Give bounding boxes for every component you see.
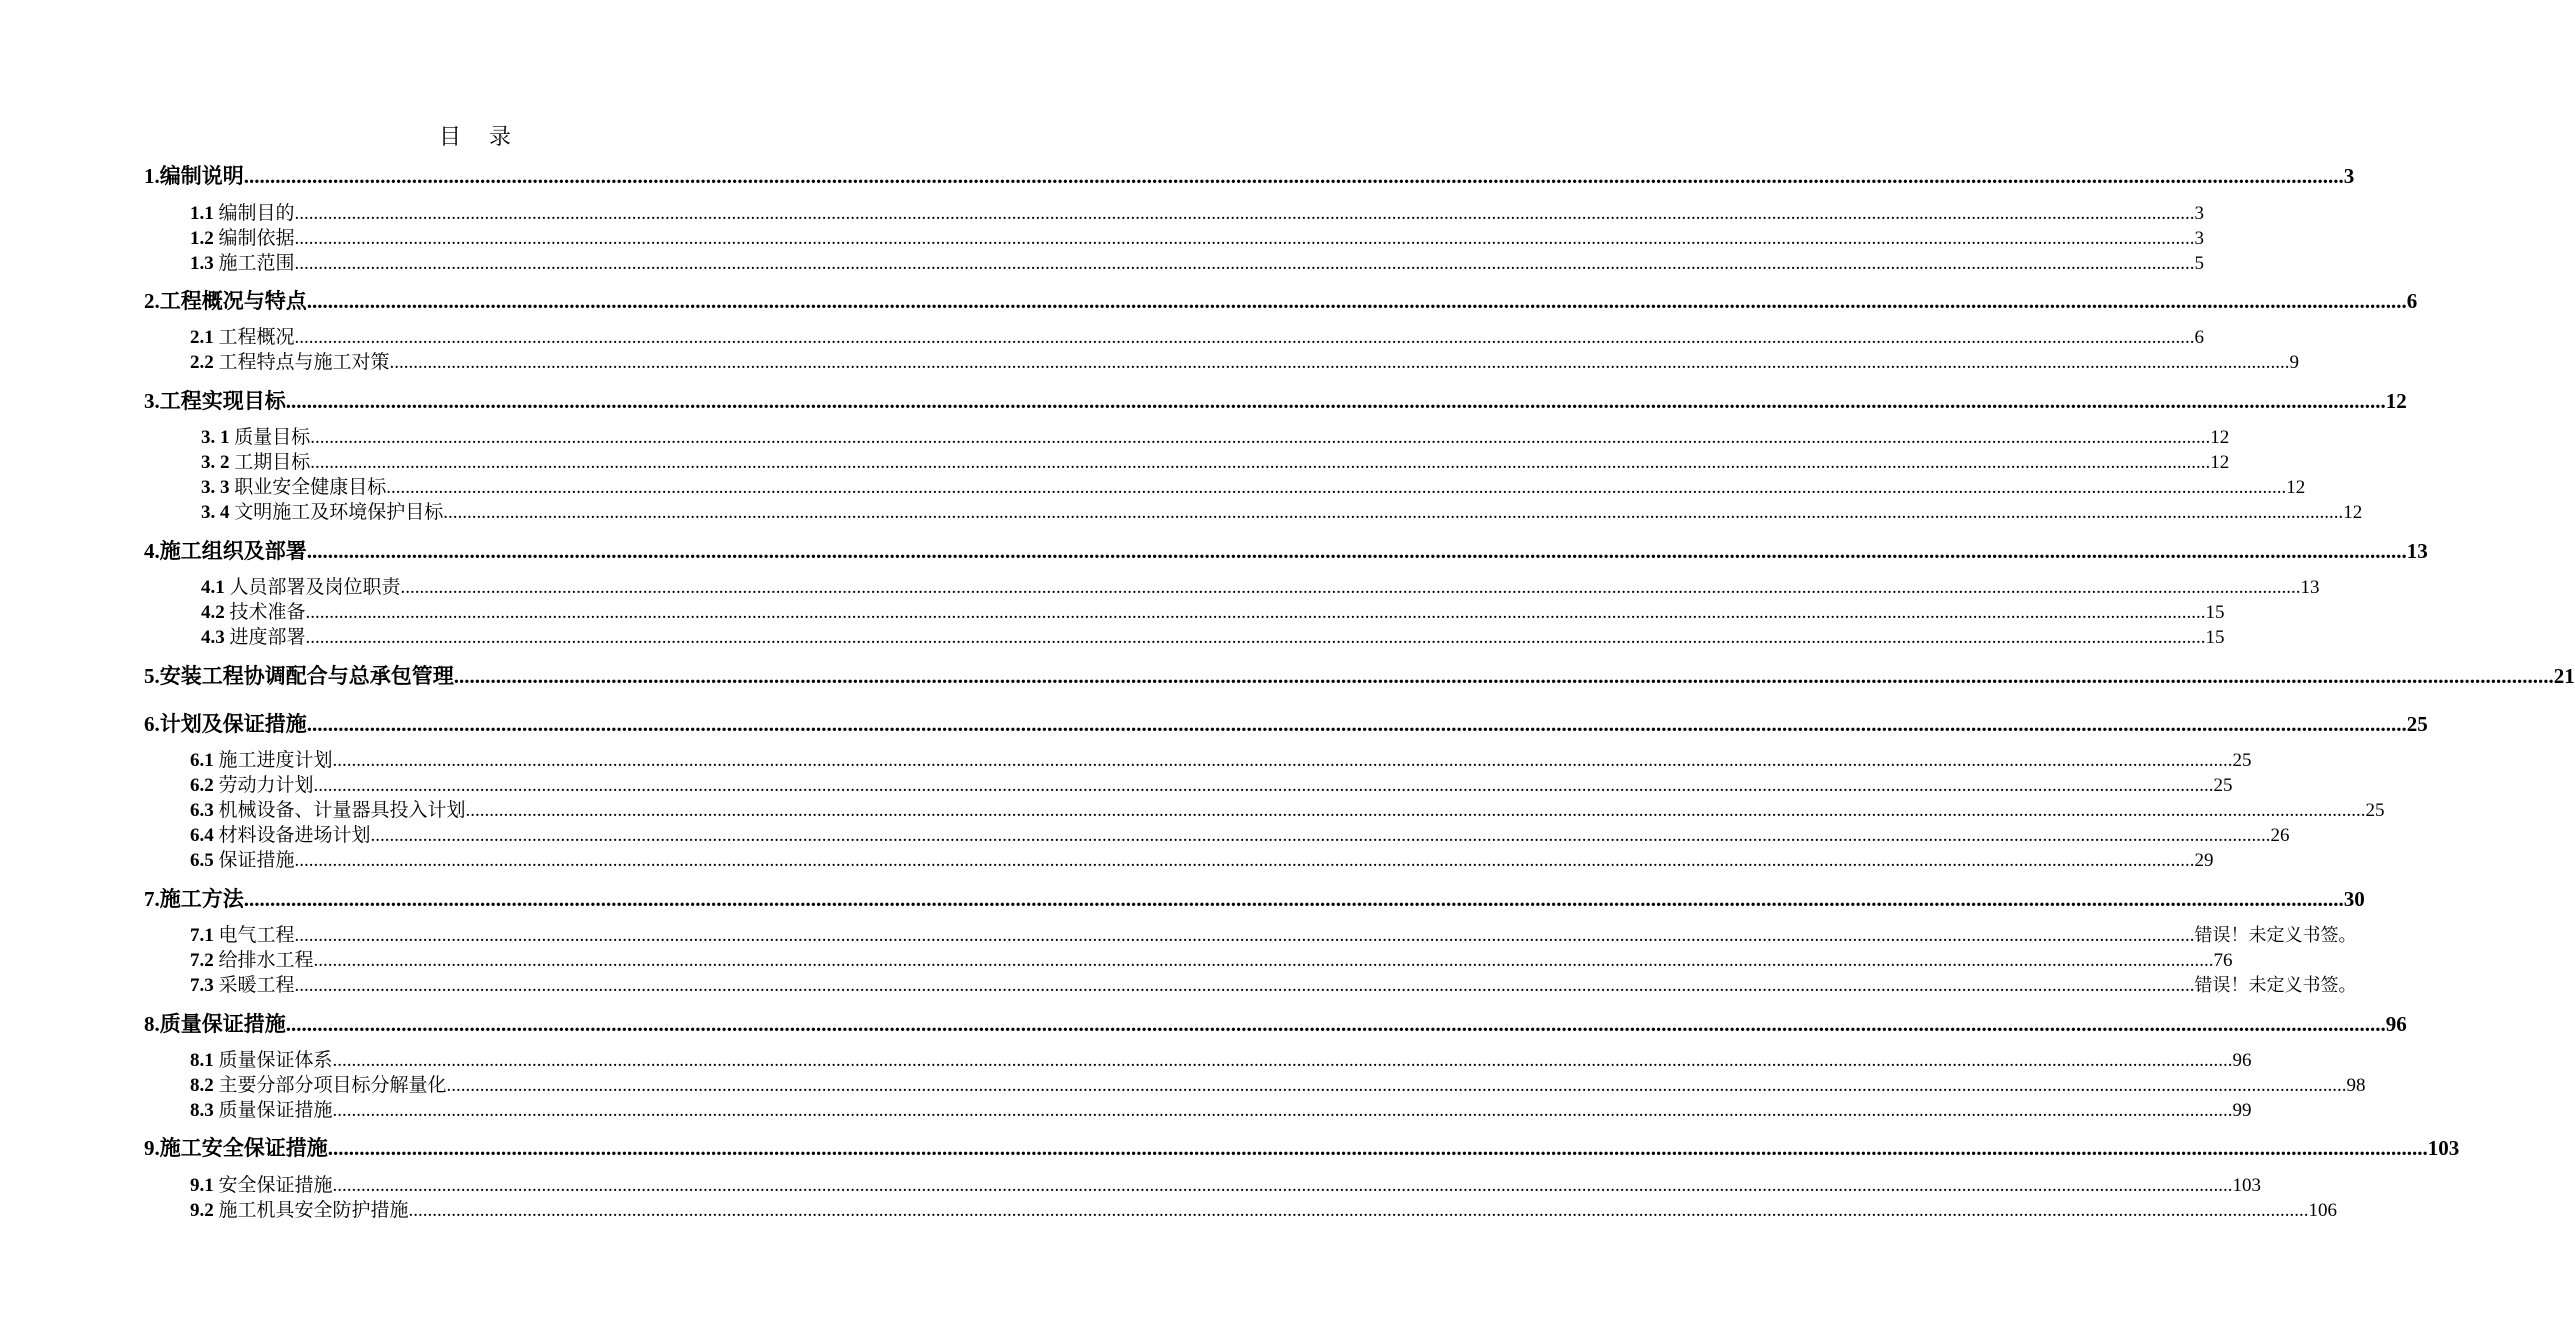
toc-leader-dots: ................................................................................................................................................................................................................................................................................................................................................................................................................ <box>294 228 2195 249</box>
toc-text: 技术准备 <box>229 602 306 623</box>
toc-leader-dots: ................................................................................................................................................................................................................................................................................................................................................................................................................ <box>306 289 2407 313</box>
toc-label <box>190 198 295 225</box>
toc-text: 工期目标 <box>234 452 311 473</box>
toc-leader-dots: ................................................................................................................................................................................................................................................................................................................................................................................................................ <box>243 164 2344 188</box>
toc-text: 工程概况 <box>218 327 295 348</box>
toc-number: 7.2 <box>190 950 219 971</box>
toc-text: 施工范围 <box>218 253 295 274</box>
toc-section[interactable] <box>190 745 2252 772</box>
toc-page-number: 96 <box>2385 1012 2407 1036</box>
toc-number: 2.2 <box>190 352 219 373</box>
toc-label <box>190 845 295 872</box>
toc-chapter[interactable] <box>144 160 2355 190</box>
toc-section[interactable] <box>190 845 2214 872</box>
toc-section[interactable] <box>190 1170 2262 1197</box>
toc-label <box>190 770 314 797</box>
toc-section[interactable] <box>201 422 2230 449</box>
toc-label <box>201 597 306 624</box>
toc-chapter[interactable] <box>144 883 2365 913</box>
toc-chapter[interactable] <box>144 285 2418 315</box>
toc-page-number: 96 <box>2232 1050 2252 1071</box>
toc-number: 2. <box>144 289 160 313</box>
toc-leader-dots: ................................................................................................................................................................................................................................................................................................................................................................................................................ <box>305 602 2206 623</box>
toc-section[interactable] <box>201 622 2225 649</box>
toc-text: 施工进度计划 <box>218 750 333 771</box>
toc-chapter[interactable] <box>144 385 2407 415</box>
toc-leader-dots: ................................................................................................................................................................................................................................................................................................................................................................................................................ <box>310 427 2211 448</box>
toc-label <box>190 820 371 847</box>
toc-leader-dots: ................................................................................................................................................................................................................................................................................................................................................................................................................ <box>294 975 2195 996</box>
toc-page-number: 106 <box>2308 1200 2338 1221</box>
toc-number: 9. <box>144 1136 160 1160</box>
toc-number: 2.1 <box>190 327 219 348</box>
toc-text: 主要分部分项目标分解量化 <box>218 1075 447 1096</box>
toc-leader-dots: ................................................................................................................................................................................................................................................................................................................................................................................................................ <box>310 452 2211 473</box>
toc-label <box>190 347 390 374</box>
toc-leader-dots: ................................................................................................................................................................................................................................................................................................................................................................................................................ <box>332 750 2233 771</box>
toc-section[interactable] <box>201 572 2320 599</box>
toc-label <box>144 535 307 565</box>
toc-leader-dots: ................................................................................................................................................................................................................................................................................................................................................................................................................ <box>243 887 2344 911</box>
toc-label <box>201 572 401 599</box>
toc-leader-dots: ................................................................................................................................................................................................................................................................................................................................................................................................................ <box>294 327 2195 348</box>
toc-leader-dots: ................................................................................................................................................................................................................................................................................................................................................................................................................ <box>408 1200 2309 1221</box>
toc-chapter[interactable] <box>144 1008 2407 1038</box>
toc-text: 编制说明 <box>159 164 244 188</box>
toc-leader-dots: ................................................................................................................................................................................................................................................................................................................................................................................................................ <box>332 1175 2233 1196</box>
toc-section[interactable] <box>190 1095 2252 1122</box>
toc-page-number: 3 <box>2194 203 2205 224</box>
toc-label <box>144 883 244 913</box>
toc-leader-dots: ................................................................................................................................................................................................................................................................................................................................................................................................................ <box>332 1100 2233 1121</box>
toc-page-number: 6 <box>2406 289 2418 313</box>
toc-label <box>201 472 386 499</box>
toc-number: 8.1 <box>190 1050 219 1071</box>
toc-number: 3. 4 <box>201 502 235 523</box>
toc-page-number: 76 <box>2213 950 2233 971</box>
toc-text: 给排水工程 <box>218 950 314 971</box>
toc-leader-dots: ................................................................................................................................................................................................................................................................................................................................................................................................................ <box>285 1012 2386 1036</box>
toc-text: 职业安全健康目标 <box>234 477 387 498</box>
toc-number: 6.4 <box>190 825 219 846</box>
toc-label <box>190 223 295 250</box>
toc-label <box>144 708 307 738</box>
toc-text: 材料设备进场计划 <box>218 825 371 846</box>
toc-label <box>190 1070 447 1097</box>
toc-number: 5. <box>144 664 160 688</box>
toc-label <box>190 945 314 972</box>
toc-page-number: 26 <box>2270 825 2290 846</box>
toc-page-number: 9 <box>2289 352 2300 373</box>
toc-chapter[interactable] <box>144 535 2428 565</box>
toc-number: 7.1 <box>190 925 219 946</box>
toc-section[interactable] <box>190 1195 2338 1222</box>
toc-leader-dots: ................................................................................................................................................................................................................................................................................................................................................................................................................ <box>313 775 2214 796</box>
toc-number: 3. 3 <box>201 477 235 498</box>
toc-number: 3. <box>144 389 160 413</box>
toc-page-number: 103 <box>2232 1175 2262 1196</box>
toc-label <box>201 622 306 649</box>
toc-number: 6.5 <box>190 850 219 871</box>
toc-chapter[interactable] <box>144 708 2428 738</box>
toc-page-number: 25 <box>2232 750 2252 771</box>
toc-text: 保证措施 <box>218 850 295 871</box>
toc-text: 编制依据 <box>218 228 295 249</box>
toc-label <box>144 660 454 690</box>
toc-page-number: 25 <box>2406 712 2428 736</box>
toc-text: 工程特点与施工对策 <box>218 352 390 373</box>
toc-number: 6.2 <box>190 775 219 796</box>
toc-label <box>190 1195 409 1222</box>
toc-section[interactable] <box>190 347 2300 374</box>
toc-page-number: 3 <box>2194 228 2205 249</box>
toc-page-number: 25 <box>2365 800 2385 821</box>
toc-number: 4.1 <box>201 577 230 598</box>
toc-section[interactable] <box>190 920 2357 947</box>
toc-number: 7. <box>144 887 160 911</box>
toc-leader-dots: ................................................................................................................................................................................................................................................................................................................................................................................................................ <box>370 825 2271 846</box>
toc-page-number: 25 <box>2213 775 2233 796</box>
toc-text: 人员部署及岗位职责 <box>229 577 401 598</box>
toc-label <box>190 745 333 772</box>
toc-text: 工程实现目标 <box>159 389 286 413</box>
toc-text: 劳动力计划 <box>218 775 314 796</box>
toc-text: 电气工程 <box>218 925 295 946</box>
toc-label <box>144 1008 286 1038</box>
toc-leader-dots: ................................................................................................................................................................................................................................................................................................................................................................................................................ <box>386 477 2287 498</box>
toc-text: 工程概况与特点 <box>159 289 307 313</box>
toc-section[interactable] <box>190 820 2290 847</box>
toc-label <box>190 248 295 275</box>
toc-section[interactable] <box>190 945 2233 972</box>
toc-text: 施工组织及部署 <box>159 539 307 563</box>
toc-number: 6. <box>144 712 160 736</box>
toc-text: 安装工程协调配合与总承包管理 <box>159 664 454 688</box>
toc-label <box>190 795 466 822</box>
toc-leader-dots: ................................................................................................................................................................................................................................................................................................................................................................................................................ <box>389 352 2290 373</box>
toc-label <box>190 970 295 997</box>
toc-label <box>190 1095 333 1122</box>
toc-leader-dots: ................................................................................................................................................................................................................................................................................................................................................................................................................ <box>327 1136 2428 1160</box>
toc-page-number: 98 <box>2346 1075 2366 1096</box>
toc-page-number: 13 <box>2300 577 2320 598</box>
toc-text: 计划及保证措施 <box>159 712 307 736</box>
toc-number: 4.2 <box>201 602 230 623</box>
toc-leader-dots: ................................................................................................................................................................................................................................................................................................................................................................................................................ <box>294 253 2195 274</box>
toc-page-number: 13 <box>2406 539 2428 563</box>
toc-text: 质量保证体系 <box>218 1050 333 1071</box>
toc-page-number: 12 <box>2343 502 2363 523</box>
toc-label <box>144 285 307 315</box>
toc-number: 3. 1 <box>201 427 235 448</box>
toc-number: 1.3 <box>190 253 219 274</box>
toc-text: 文明施工及环境保护目标 <box>234 502 444 523</box>
toc-number: 9.2 <box>190 1200 219 1221</box>
toc-page-number: 5 <box>2194 253 2205 274</box>
toc-number: 6.3 <box>190 800 219 821</box>
toc-leader-dots: ................................................................................................................................................................................................................................................................................................................................................................................................................ <box>306 539 2407 563</box>
toc-leader-dots: ................................................................................................................................................................................................................................................................................................................................................................................................................ <box>400 577 2301 598</box>
toc-leader-dots: ................................................................................................................................................................................................................................................................................................................................................................................................................ <box>305 627 2206 648</box>
toc-text: 施工机具安全防护措施 <box>218 1200 409 1221</box>
toc-text: 质量目标 <box>234 427 311 448</box>
toc-page-number: 错误！未定义书签。 <box>2194 975 2357 996</box>
toc-page-number: 99 <box>2232 1100 2252 1121</box>
toc-text: 施工方法 <box>159 887 244 911</box>
toc-label <box>190 920 295 947</box>
toc-section[interactable] <box>190 770 2233 797</box>
toc-page-number: 6 <box>2194 327 2205 348</box>
toc-leader-dots: ................................................................................................................................................................................................................................................................................................................................................................................................................ <box>332 1050 2233 1071</box>
toc-number: 4. <box>144 539 160 563</box>
toc-leader-dots: ................................................................................................................................................................................................................................................................................................................................................................................................................ <box>294 203 2195 224</box>
toc-label <box>201 447 310 474</box>
toc-leader-dots: ................................................................................................................................................................................................................................................................................................................................................................................................................ <box>313 950 2214 971</box>
toc-number: 8.3 <box>190 1100 219 1121</box>
toc-section[interactable] <box>190 795 2385 822</box>
toc-text: 质量保证措施 <box>159 1012 286 1036</box>
toc-leader-dots: ................................................................................................................................................................................................................................................................................................................................................................................................................ <box>294 850 2195 871</box>
toc-number: 8.2 <box>190 1075 219 1096</box>
toc-number: 9.1 <box>190 1175 219 1196</box>
toc-number: 3. 2 <box>201 452 235 473</box>
toc-section[interactable] <box>201 472 2306 499</box>
toc-text: 采暖工程 <box>218 975 295 996</box>
toc-text: 施工安全保证措施 <box>159 1136 328 1160</box>
toc-page-number: 21 <box>2553 664 2575 688</box>
toc-text: 机械设备、计量器具投入计划 <box>218 800 466 821</box>
toc-leader-dots: ................................................................................................................................................................................................................................................................................................................................................................................................................ <box>285 389 2386 413</box>
toc-leader-dots: ................................................................................................................................................................................................................................................................................................................................................................................................................ <box>294 925 2195 946</box>
toc-number: 8. <box>144 1012 160 1036</box>
toc-section[interactable] <box>190 1045 2252 1072</box>
toc-leader-dots: ................................................................................................................................................................................................................................................................................................................................................................................................................ <box>443 502 2344 523</box>
toc-number: 1.1 <box>190 203 219 224</box>
toc-page-number: 错误！未定义书签。 <box>2194 925 2357 946</box>
toc-leader-dots: ................................................................................................................................................................................................................................................................................................................................................................................................................ <box>306 712 2407 736</box>
toc-label <box>144 385 286 415</box>
toc-page-number: 3 <box>2343 164 2355 188</box>
toc-section[interactable] <box>190 248 2205 275</box>
toc-text: 质量保证措施 <box>218 1100 333 1121</box>
toc-section[interactable] <box>190 1070 2366 1097</box>
toc-section[interactable] <box>201 597 2225 624</box>
toc-label <box>190 322 295 349</box>
toc-label <box>190 1170 333 1197</box>
toc-section[interactable] <box>201 447 2230 474</box>
toc-text: 进度部署 <box>229 627 306 648</box>
toc-page-number: 12 <box>2210 452 2230 473</box>
toc-label <box>144 1132 328 1162</box>
toc-leader-dots: ................................................................................................................................................................................................................................................................................................................................................................................................................ <box>446 1075 2347 1096</box>
toc-page-number: 15 <box>2205 602 2225 623</box>
toc-leader-dots: ................................................................................................................................................................................................................................................................................................................................................................................................................ <box>453 664 2554 688</box>
toc-number: 4.3 <box>201 627 230 648</box>
toc-number: 6.1 <box>190 750 219 771</box>
toc-chapter[interactable] <box>144 1132 2460 1162</box>
toc-page-number: 12 <box>2385 389 2407 413</box>
toc-text: 安全保证措施 <box>218 1175 333 1196</box>
toc-page-number: 15 <box>2205 627 2225 648</box>
toc-section[interactable] <box>190 322 2205 349</box>
toc-section[interactable] <box>190 223 2205 250</box>
toc-section[interactable] <box>190 198 2205 225</box>
toc-page-number: 12 <box>2286 477 2306 498</box>
toc-label <box>190 1045 333 1072</box>
toc-number: 1.2 <box>190 228 219 249</box>
toc-number: 1. <box>144 164 160 188</box>
toc-page-number: 12 <box>2210 427 2230 448</box>
toc-page-number: 30 <box>2343 887 2365 911</box>
toc-title: 目录 <box>438 124 539 149</box>
toc-label <box>144 160 244 190</box>
toc-page-number: 29 <box>2194 850 2214 871</box>
toc-label <box>201 422 310 449</box>
toc-section[interactable] <box>190 970 2357 997</box>
toc-number: 7.3 <box>190 975 219 996</box>
toc-text: 编制目的 <box>218 203 295 224</box>
toc-page-number: 103 <box>2427 1136 2460 1160</box>
toc-chapter[interactable] <box>144 660 2575 690</box>
toc-section[interactable] <box>201 497 2363 524</box>
toc-label <box>201 497 443 524</box>
toc-leader-dots: ................................................................................................................................................................................................................................................................................................................................................................................................................ <box>465 800 2366 821</box>
